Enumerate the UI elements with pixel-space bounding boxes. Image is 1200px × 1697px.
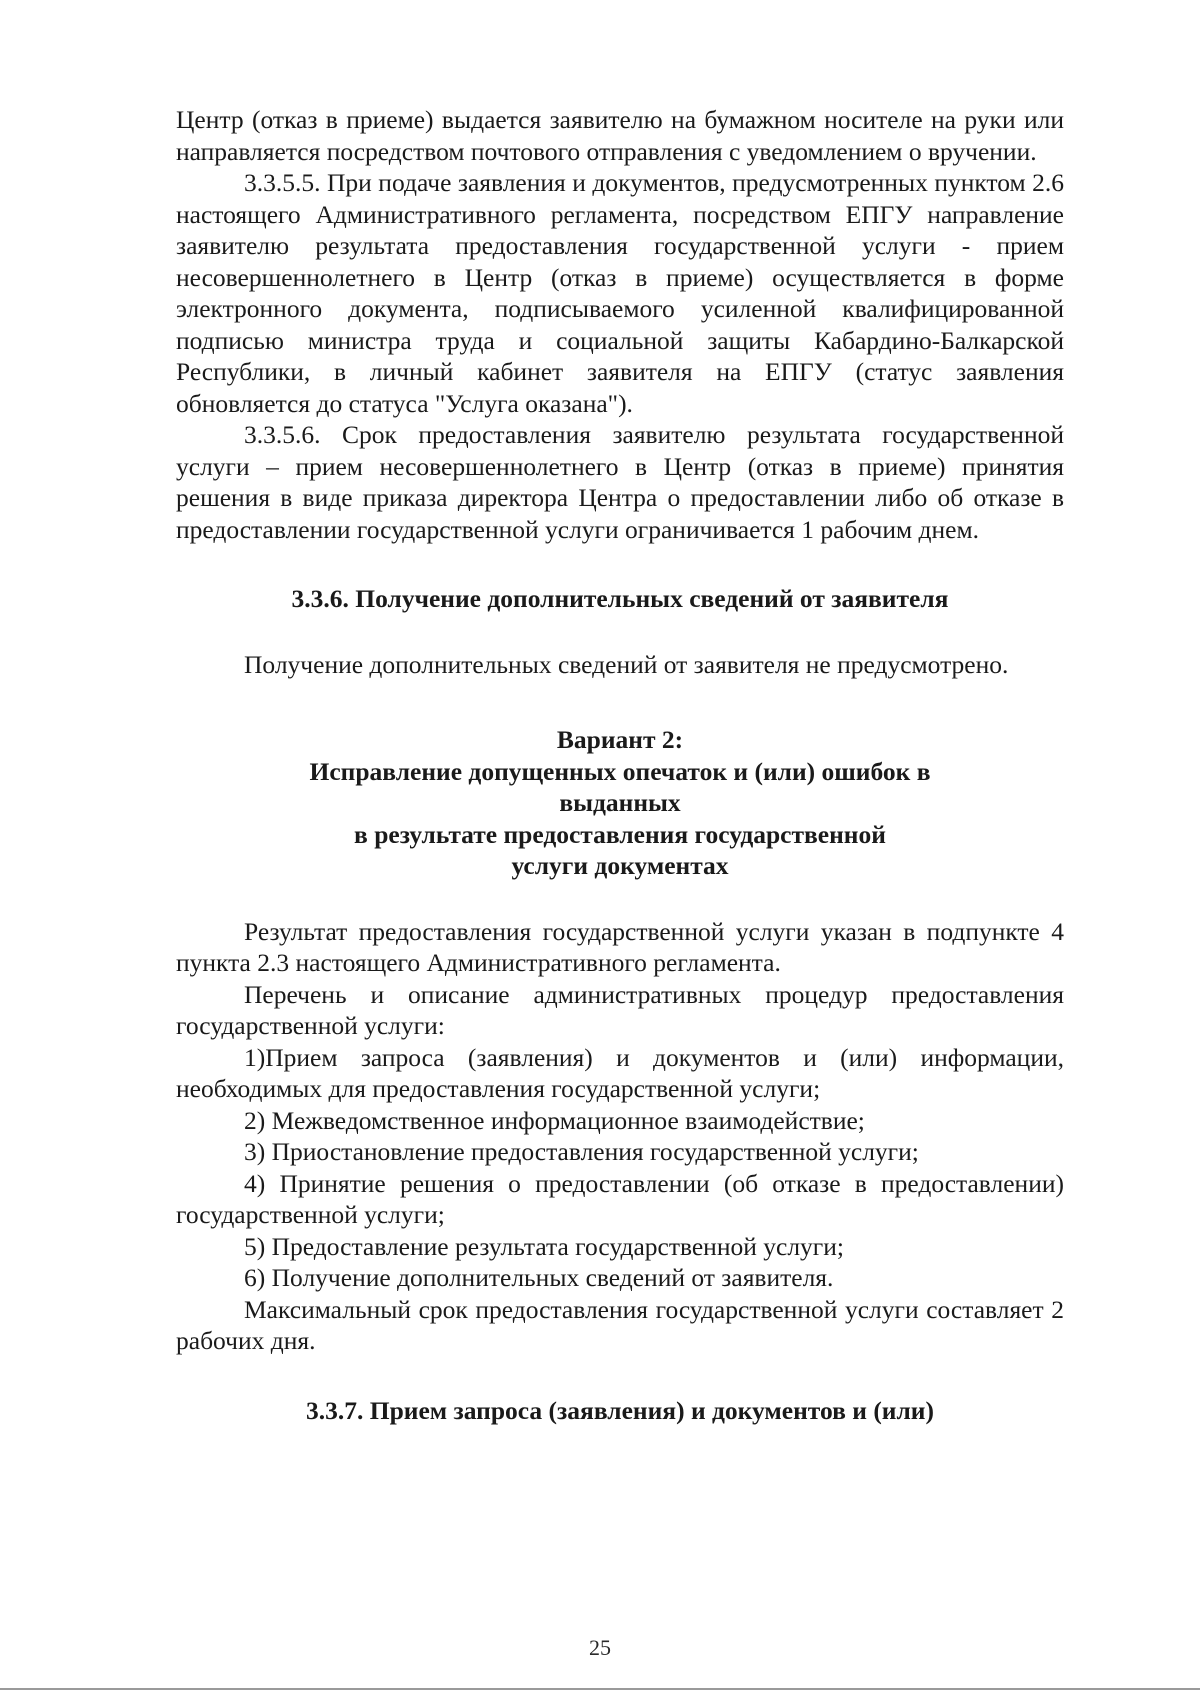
section-heading-3-3-7: 3.3.7. Прием запроса (заявления) и документов и (или) [306,1395,934,1425]
variant-title: Вариант 2: [556,725,684,754]
paragraph-3-3-5-5: 3.3.5.5. При подаче заявления и документов, предусмотренных пунктом 2.6 настоящего Административного регламента, посредством ЕПГУ направление заявителю результата предоставления государственной услуги - прием несовершеннолетнего в Центр (отказ в приеме) осуществляется в форме электронного документа, подписываемого усиленной квалифицированной подписью министра труда и социальной защиты Кабардино-Балкарской Республики, в личный кабинет заявителя на ЕПГУ (статус заявления обновляется до статуса "Услуга оказана"). [176,168,1064,418]
paragraph: Перечень и описание административных процедур предоставления государственной услуги: [176,979,1064,1040]
list-item: 1)Прием запроса (заявления) и документов и (или) информации, необходимых для предоставления государственной услуги; [176,1042,1064,1103]
list-item: 6) Получение дополнительных сведений от заявителя. [244,1263,834,1292]
list-item: 3) Приостановление предоставления государственной услуги; [244,1137,919,1166]
paragraph: Результат предоставления государственной услуги указан в подпункте 4 пункта 2.3 настоящего Административного регламента. [176,916,1064,977]
section-heading-3-3-6: 3.3.6. Получение дополнительных сведений от заявителя [291,584,949,613]
variant-subtitle-line: Исправление допущенных опечаток и (или) ошибок в [309,756,931,786]
variant-subtitle-line: в результате предоставления государственной [354,819,886,849]
paragraph: Максимальный срок предоставления государственной услуги составляет 2 рабочих дня. [176,1294,1064,1355]
page-number: 25 [589,1635,611,1660]
list-item: 2) Межведомственное информационное взаимодействие; [244,1105,865,1135]
list-item: 5) Предоставление результата государственной услуги; [244,1231,844,1261]
paragraph-3-3-5-6: 3.3.5.6. Срок предоставления заявителю результата государственной услуги – прием несовершеннолетнего в Центр (отказ в приеме) принятия решения в виде приказа директора Центра о предоставлении либо об отказе в предоставлении государственной услуги ограничивается 1 рабочим днем. [176,420,1064,544]
list-item: 4) Принятие решения о предоставлении (об отказе в предоставлении) государственной услуги; [176,1168,1064,1229]
page-body [176,104,1064,1426]
variant-subtitle-line: выданных [559,788,681,817]
variant-heading [176,724,1064,882]
variant-subtitle-line: услуги документах [511,851,729,880]
paragraph: Получение дополнительных сведений от заявителя не предусмотрено. [244,649,1009,679]
scan-edge-divider [0,1688,1200,1690]
paragraph: Центр (отказ в приеме) выдается заявителю на бумажном носителе на руки или направляется посредством почтового отправления с уведомлением о вручении. [176,105,1064,166]
